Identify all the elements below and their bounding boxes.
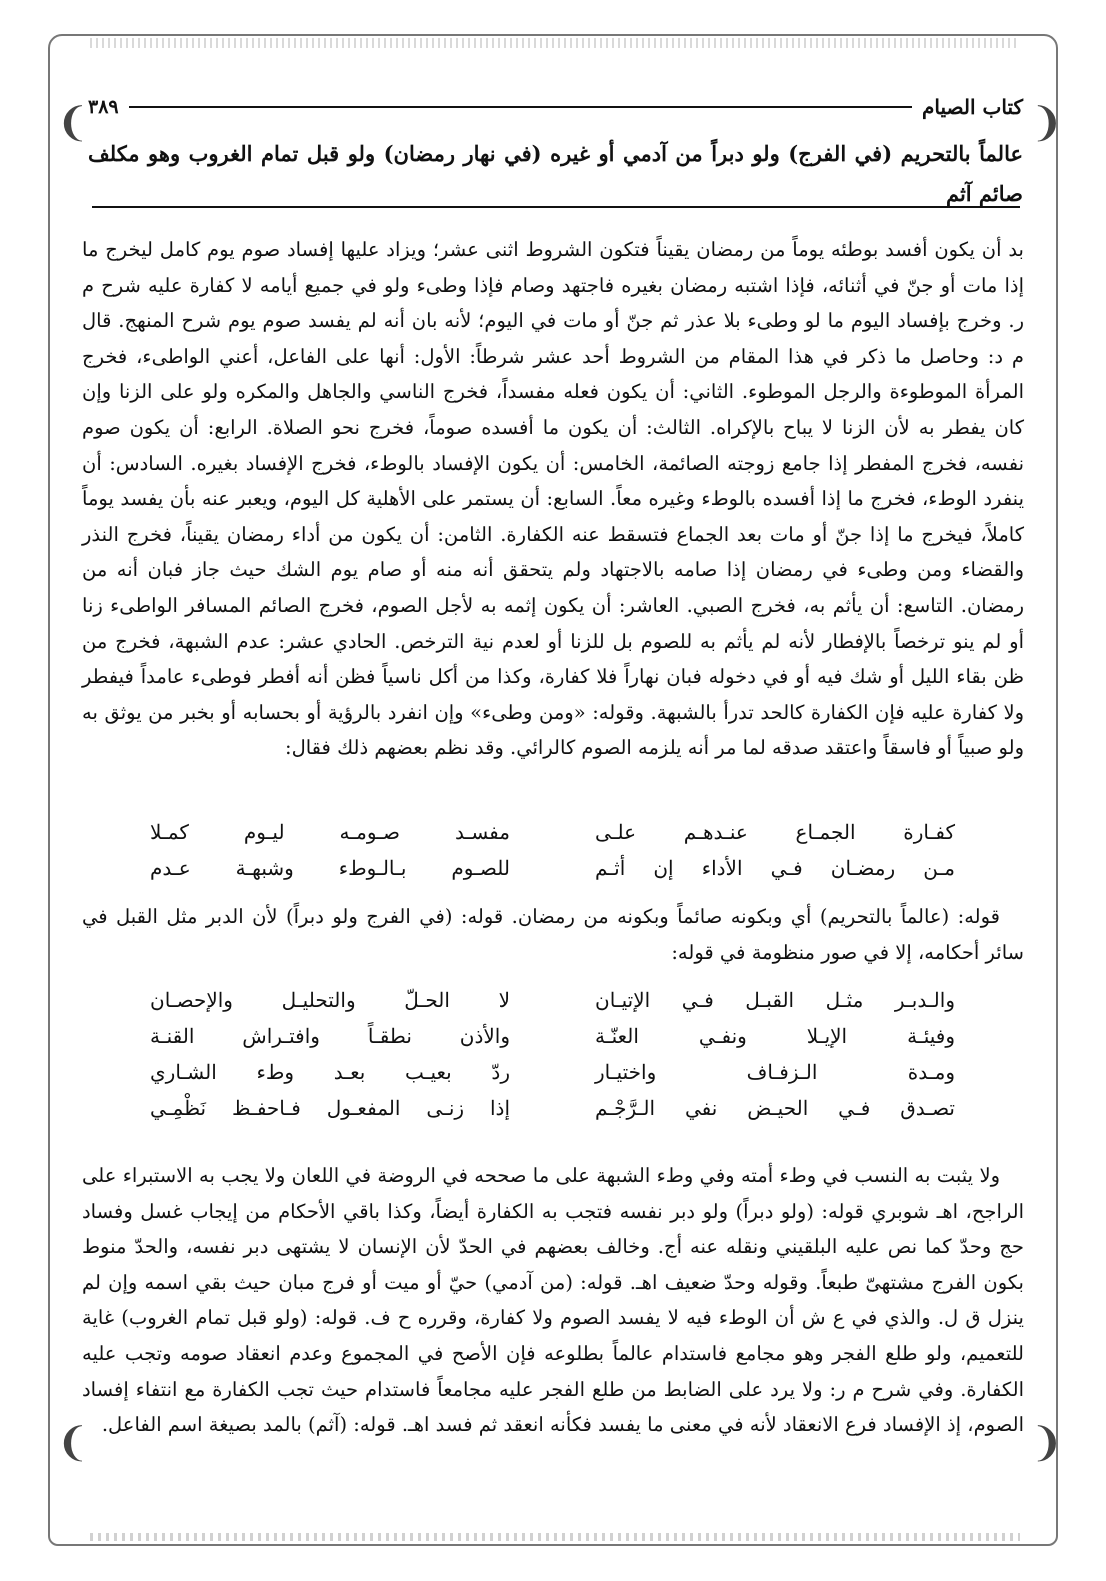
- verse-second-half: مفسـد صـومـه ليـوم كمـلا: [150, 820, 510, 844]
- poem-verse: [150, 850, 955, 886]
- poem-conditions: [150, 814, 955, 886]
- matn-separator: [92, 206, 1020, 208]
- poem-verse: [150, 1018, 955, 1054]
- verse-first-half: وفيئـة الإيـلا ونفـي العنّـة: [595, 1024, 955, 1048]
- verse-second-half: إذا زنـى المفعـول فـاحفـظ نَظْمِـي: [150, 1096, 510, 1120]
- poem-verse: [150, 1090, 955, 1126]
- verse-second-half: للصـوم بـالـوطء وشبهـة عـدم: [150, 856, 510, 880]
- scan-noise-bottom: [90, 1533, 1020, 1541]
- running-header: [88, 92, 1023, 122]
- verse-first-half: كفـارة الجمـاع عنـدهـم علـى: [595, 820, 955, 844]
- page-number: ٣٨٩: [88, 96, 119, 118]
- verse-first-half: مـن رمضـان فـي الأداء إن أثـم: [595, 856, 955, 880]
- poem-verse: [150, 982, 955, 1018]
- poem-verse: [150, 1054, 955, 1090]
- poem-exceptions: [150, 982, 955, 1126]
- corner-ornament-icon: ❨: [56, 100, 90, 146]
- commentary-paragraph: قوله: (عالماً بالتحريم) أي وبكونه صائماً وبكونه من رمضان. قوله: (في الفرج ولو دبراً) لأن الدبر مثل القبل في سائر أحكامه، إلا في صور منظومة في قوله:: [82, 905, 1024, 964]
- poem-verse: [150, 814, 955, 850]
- verse-first-half: والـدبـر مثـل القبـل فـي الإتيـان: [595, 988, 955, 1012]
- commentary-paragraph: بد أن يكون أفسد بوطئه يوماً من رمضان يقيناً فتكون الشروط اثنى عشر؛ ويزاد عليها إفساد صوم يوم كامل ليخرج ما إذا مات أو جنّ في أثنائه، فإذا اشتبه رمضان بغيره فاجتهد وصام فإذا وطىء ولو في جميع أيامه لا كفارة عليه شرح م ر. وخرج بإفساد اليوم ما لو وطىء بلا عذر ثم جنّ أو مات في اليوم؛ لأنه بان أنه لم يفسد صوم يوم شرح المنهج. قال م د: وحاصل ما ذكر في هذا المقام من الشروط أحد عشر شرطاً: الأول: أنها على الفاعل، أعني الواطىء، فخرج المرأة الموطوءة والرجل الموطوء. الثاني: أن يكون فعله مفسداً، فخرج الناسي والجاهل والمكره ولو على الزنا وإن كان يفطر به لأن الزنا لا يباح بالإكراه. الثالث: أن يكون ما أفسده صوماً، فخرج نحو الصلاة. الرابع: أن يكون صوم نفسه، فخرج المفطر إذا جامع زوجته الصائمة، الخامس: أن يكون الإفساد بالوطء، فخرج الإفساد بغيره. السادس: أن ينفرد الوطء، فخرج ما إذا أفسده بالوطء وغيره معاً. السابع: أن يستمر على الأهلية كل اليوم، ويعبر عنه بأن يفسد يوماً كاملاً، فيخرج ما إذا جنّ أو مات بعد الجماع فتسقط عنه الكفارة. الثامن: أن يكون من أداء رمضان يقيناً، فخرج النذر والقضاء ومن وطىء في رمضان إذا صامه بالاجتهاد ولم يتحقق أنه منه أو صام يوم الشك حيث جاز فبان أنه من رمضان. التاسع: أن يأثم به، فخرج الصبي. العاشر: أن يكون إثمه به لأجل الصوم، فخرج الصائم المسافر الواطىء زنا أو لم ينو ترخصاً بالإفطار لأنه لم يأثم به للصوم بل للزنا أو لعدم نية الترخص. الحادي عشر: عدم الشبهة، فخرج من ظن بقاء الليل أو شك فيه أو في دخوله فبان نهاراً فلا كفارة، وكذا من أكل ناسياً فظن أنه أفطر فوطىء عامداً فيفطر ولا كفارة عليه فإن الكفارة كالحد تدرأ بالشبهة. وقوله: «ومن وطىء» وإن انفرد بالرؤية أو بحسابه أو بخبر من يوثق به ولو صبياً أو فاسقاً واعتقد صدقه لما مر أنه يلزمه الصوم كالرائي. وقد نظم بعضهم ذلك فقال:: [82, 238, 1024, 760]
- header-rule: [129, 106, 912, 108]
- corner-ornament-icon: ❨: [56, 1420, 90, 1466]
- commentary-paragraph: ولا يثبت به النسب في وطء أمته وفي وطء الشبهة على ما صححه في الروضة في اللعان ولا يجب به الاستبراء على الراجح، اهـ شوبري قوله: (ولو دبراً) ولو دبر نفسه فتجب به الكفارة أيضاً، وكذا باقي الأحكام من إيجاب غسل وفساد حج وحدّ كما نص عليه البلقيني ونقله عنه أج. وخالف بعضهم في الحدّ لأن الإنسان لا يشتهى دبر نفسه، والحدّ منوط بكون الفرج مشتهىّ طبعاً. وقوله وحدّ ضعيف اهـ. قوله: (من آدمي) حيّ أو ميت أو فرج مبان حيث بقي اسمه وإن لم ينزل ق ل. والذي في ع ش أن الوطء فيه لا يفسد الصوم ولا كفارة، وقرره ح ف. قوله: (ولو قبل تمام الغروب) غاية للتعميم، ولو طلع الفجر وهو مجامع فاستدام عالماً بطلوعه فإن الأصح في المجموع وعدم انعقاد صومه وتجب عليه الكفارة. وفي شرح م ر: ولا يرد على الضابط من طلع الفجر عليه مجامعاً فاستدام حيث تجب الكفارة مع انتفاء إفساد الصوم، إذ الإفساد فرع الانعقاد لأنه في معنى ما يفسد فكأنه انعقد ثم فسد اهـ. قوله: (آثم) بالمد بصيغة اسم الفاعل.: [82, 1164, 1024, 1437]
- verse-first-half: ومـدة الـزفـاف واختيـار: [595, 1060, 955, 1084]
- verse-second-half: لا الحـلّ والتحليـل والإحصـان: [150, 988, 510, 1012]
- verse-first-half: تصـدق فـي الحيـض نفي الـرَّجْـم: [595, 1096, 955, 1120]
- corner-ornament-icon: ❩: [1030, 100, 1064, 146]
- verse-second-half: ردّ بعيـب بعـد وطء الشـاري: [150, 1060, 510, 1084]
- verse-second-half: والأذن نطقـاً وافتـراش القنـة: [150, 1024, 510, 1048]
- corner-ornament-icon: ❩: [1030, 1420, 1064, 1466]
- scan-noise-top: [90, 38, 1020, 48]
- book-title: كتاب الصيام: [922, 95, 1023, 119]
- matn-text: عالماً بالتحريم (في الفرج) ولو دبراً من آدمي أو غيره (في نهار رمضان) ولو قبل تمام الغروب وهو مكلف صائم آثم: [88, 141, 1023, 206]
